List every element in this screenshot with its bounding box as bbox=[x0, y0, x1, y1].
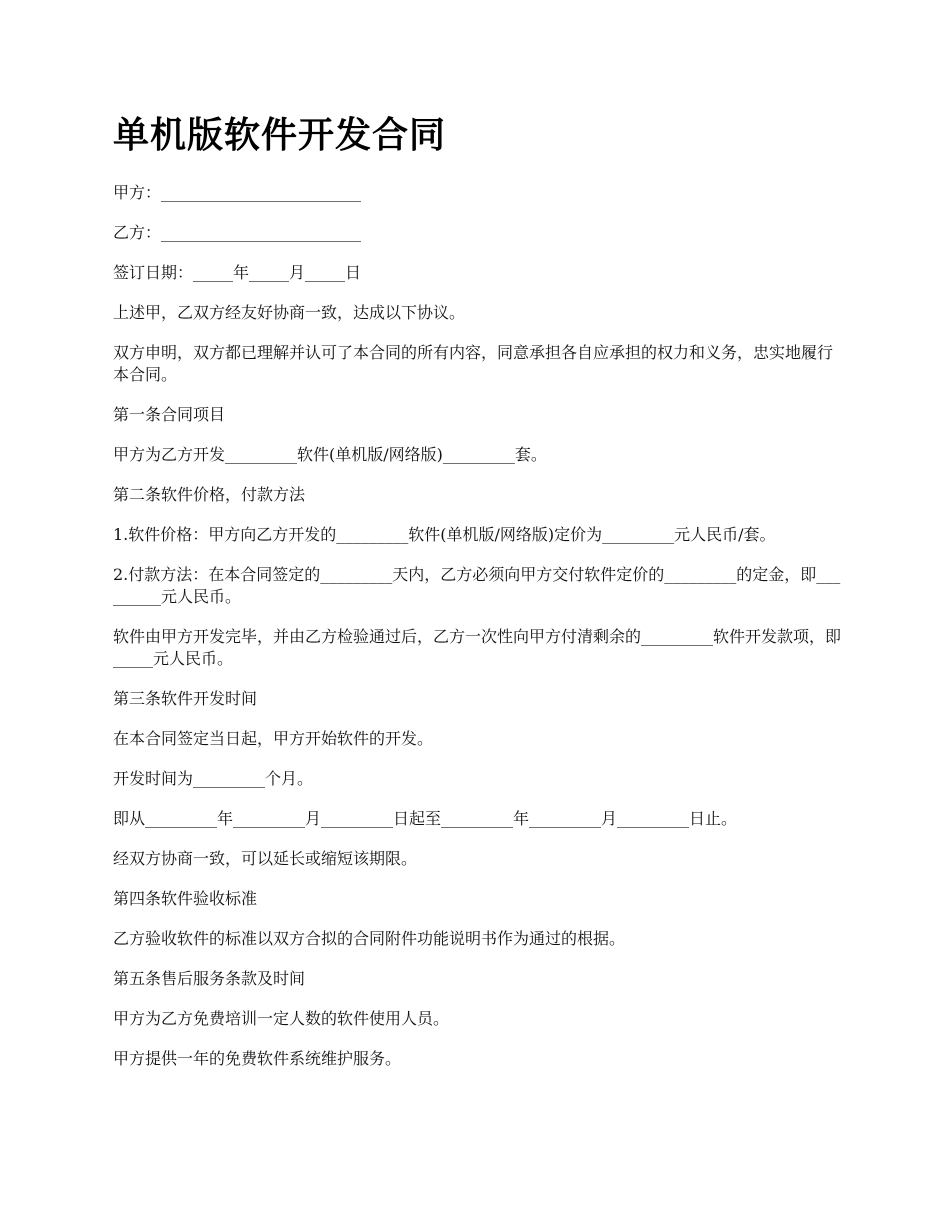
article-2-heading: 第二条软件价格，付款方法 bbox=[113, 485, 306, 504]
article-5-heading: 第五条售后服务条款及时间 bbox=[113, 969, 306, 988]
intro-paragraph: 上述甲，乙双方经友好协商一致，达成以下协议。 bbox=[113, 303, 466, 322]
declaration-paragraph: 双方申明，双方都已理解并认可了本合同的所有内容，同意承担各自应承担的权力和义务，忠实地履行本合同。 bbox=[113, 343, 834, 384]
article-3-period: 即从_________年_________月_________日起至_________年_________月_________日止。 bbox=[113, 809, 738, 828]
article-3-heading: 第三条软件开发时间 bbox=[113, 689, 258, 708]
article-3-start: 在本合同签定当日起，甲方开始软件的开发。 bbox=[113, 729, 434, 748]
article-5-maintenance: 甲方提供一年的免费软件系统维护服务。 bbox=[113, 1049, 402, 1068]
document-title: 单机版软件开发合同 bbox=[113, 115, 447, 156]
party-a-line: 甲方：_________________________ bbox=[113, 183, 362, 202]
article-3-duration: 开发时间为_________个月。 bbox=[113, 769, 314, 788]
article-4-body: 乙方验收软件的标准以双方合拟的合同附件功能说明书作为通过的根据。 bbox=[113, 929, 626, 948]
article-5-training: 甲方为乙方免费培训一定人数的软件使用人员。 bbox=[113, 1009, 450, 1028]
article-2-balance: 软件由甲方开发完毕，并由乙方检验通过后，乙方一次性向甲方付清剩余的_________软件开发款项，即_____元人民币。 bbox=[113, 627, 842, 668]
article-2-payment: 2.付款方法：在本合同签定的_________天内，乙方必须向甲方交付软件定价的_________的定金，即_________元人民币。 bbox=[113, 565, 841, 606]
document-page bbox=[113, 112, 843, 1088]
article-4-heading: 第四条软件验收标准 bbox=[113, 889, 258, 908]
article-1-heading: 第一条合同项目 bbox=[113, 405, 226, 424]
sign-date-line: 签订日期：_____年_____月_____日 bbox=[113, 263, 362, 282]
article-3-extension: 经双方协商一致，可以延长或缩短该期限。 bbox=[113, 849, 418, 868]
party-b-line: 乙方：_________________________ bbox=[113, 223, 362, 242]
article-1-body: 甲方为乙方开发_________软件(单机版/网络版)_________套。 bbox=[113, 445, 547, 464]
article-2-price: 1.软件价格：甲方向乙方开发的_________软件(单机版/网络版)定价为_________元人民币/套。 bbox=[113, 525, 776, 544]
